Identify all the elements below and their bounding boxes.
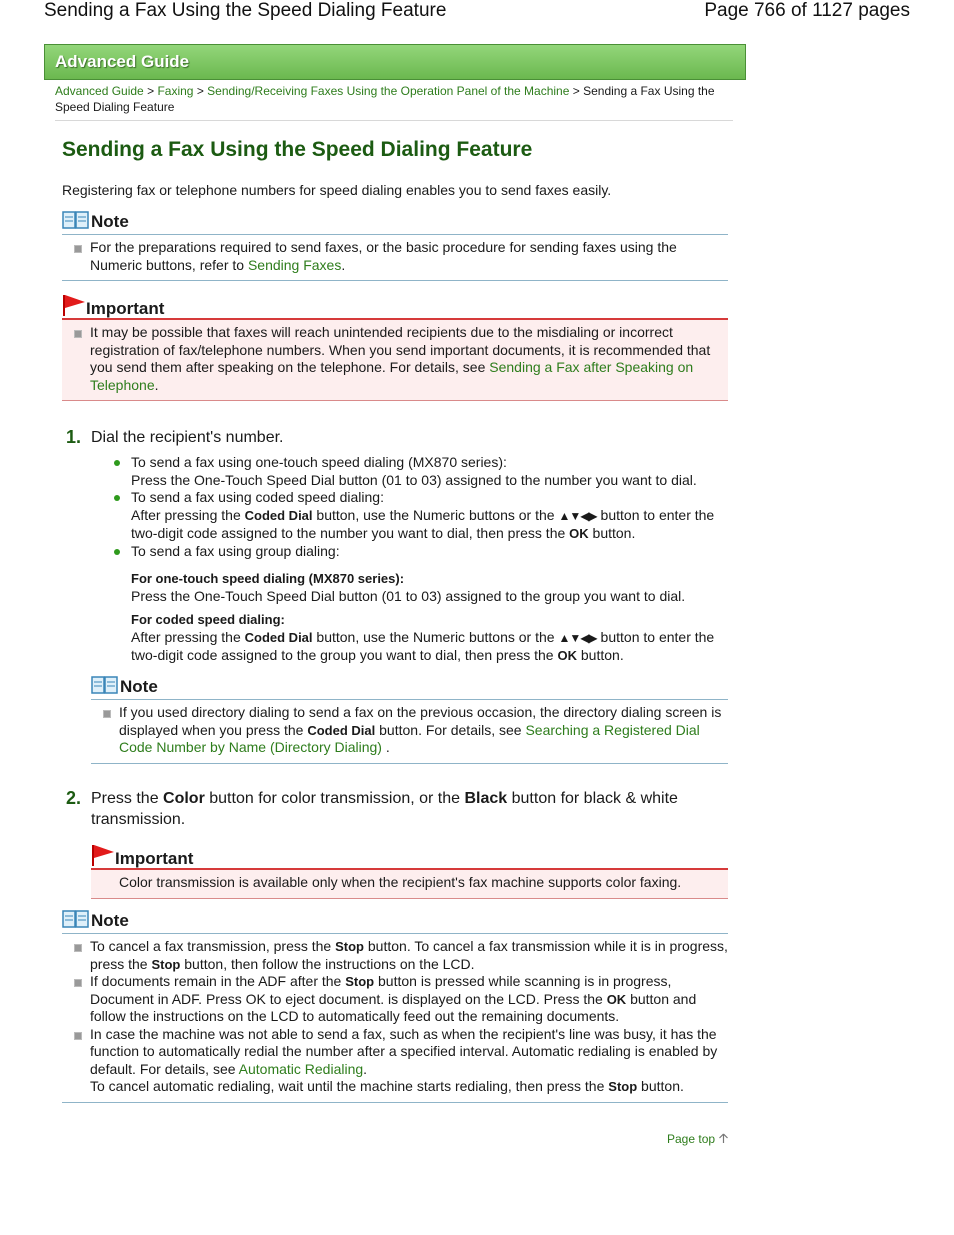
step-text: Dial the recipient's number. xyxy=(91,429,284,446)
note-item: If you used directory dialing to send a fax on the previous occasion, the directory dialing screen is displayed when you press the Coded Dial button. For details, see Searching a Registered Dial Code Number by Name (Directory Dialing) . xyxy=(91,704,728,757)
important-heading: Important xyxy=(62,294,728,320)
page-top-link[interactable]: Page top xyxy=(667,1132,729,1146)
note-item: If documents remain in the ADF after the Stop button is pressed while scanning is in progress, Document in ADF. Press OK to eject document. is displayed on the LCD. Press the OK button and follow the instructions on the LCD to automatically feed out the remaining documents. xyxy=(62,973,728,1026)
note-heading: Note xyxy=(62,210,728,235)
note-box xyxy=(62,909,728,1103)
page-header xyxy=(0,0,954,30)
breadcrumb-faxing[interactable]: Faxing xyxy=(157,84,194,98)
list-item: To send a fax using one-touch speed dialing (MX870 series): Press the One-Touch Speed Dial button (01 to 03) assigned to the number you want to dial. xyxy=(131,454,731,489)
book-icon xyxy=(62,909,89,929)
important-heading: Important xyxy=(91,844,728,870)
step-number: 1. xyxy=(66,427,82,447)
link-sending-after-speaking[interactable]: Sending a Fax after Speaking on Telephone xyxy=(90,359,694,393)
note-heading: Note xyxy=(62,909,728,934)
advanced-guide-banner xyxy=(44,44,746,80)
step-number: 2. xyxy=(66,788,82,808)
flag-icon xyxy=(62,294,86,316)
note-item: In case the machine was not able to send a fax, such as when the recipient's line was busy, it has the function to automatically redial the number after a specified interval. Automatic redialing is enabled by default. For details, see Automatic Redialing. To cancel automatic redialing, wait until the machine starts redialing, then press the Stop button. xyxy=(62,1026,728,1096)
page-title: Sending a Fax Using the Speed Dialing Feature xyxy=(62,138,533,161)
arrow-buttons-icon: ▲▼◀▶ xyxy=(558,508,597,523)
note-item: To cancel a fax transmission, press the Stop button. To cancel a fax transmission while it is in progress, press the Stop button, then follow the instructions on the LCD. xyxy=(62,938,728,973)
arrow-up-icon xyxy=(718,1133,729,1144)
book-icon xyxy=(62,210,89,230)
sub-section-one-touch: For one-touch speed dialing (MX870 series): Press the One-Touch Speed Dial button (01 to 03) assigned to the group you want to dial. xyxy=(131,571,686,604)
book-icon xyxy=(91,675,118,695)
sub-section-coded: For coded speed dialing: After pressing the Coded Dial button, use the Numeric buttons or the ▲▼◀▶ button to enter the two-digit code assigned to the group you want to dial, then press the OK button. xyxy=(131,612,715,663)
banner-label: Advanced Guide xyxy=(55,52,190,71)
link-directory-dialing[interactable]: Searching a Registered Dial Code Number by Name (Directory Dialing) xyxy=(119,721,700,755)
important-box xyxy=(62,294,728,401)
breadcrumb-sending-receiving[interactable]: Sending/Receiving Faxes Using the Operation Panel of the Machine xyxy=(207,84,570,98)
breadcrumb-advanced-guide[interactable]: Advanced Guide xyxy=(55,84,144,98)
list-item: To send a fax using coded speed dialing: After pressing the Coded Dial button, use the Numeric buttons or the ▲▼◀▶ button to enter the two-digit code assigned to the number you want to dial, then press the OK button. xyxy=(131,489,731,543)
link-sending-faxes[interactable]: Sending Faxes xyxy=(247,256,342,273)
breadcrumb-current: Sending a Fax Using the Speed Dialing Feature xyxy=(55,84,715,114)
important-box-nested xyxy=(91,844,728,899)
note-box-nested xyxy=(91,675,728,764)
important-item: Color transmission is available only when the recipient's fax machine supports color faxing. xyxy=(119,874,682,890)
note-box xyxy=(62,210,728,281)
note-heading: Note xyxy=(91,675,728,700)
document-title: Sending a Fax Using the Speed Dialing Feature xyxy=(44,0,447,21)
step-text: Press the Color button for color transmission, or the Black button for black & white transmission. xyxy=(91,790,678,828)
arrow-buttons-icon: ▲▼◀▶ xyxy=(558,630,597,645)
note-item: For the preparations required to send faxes, or the basic procedure for sending faxes using the Numeric buttons, refer to Sending Faxes. xyxy=(62,239,728,274)
link-automatic-redialing[interactable]: Automatic Redialing xyxy=(238,1060,364,1077)
important-item: It may be possible that faxes will reach unintended recipients due to the misdialing or incorrect registration of fax/telephone numbers. When you send important documents, it is recommended that you send them after speaking on the telephone. For details, see Sending a Fax after Speaking on Telephone. xyxy=(62,324,728,394)
breadcrumb: Advanced Guide > Faxing > Sending/Receiving Faxes Using the Operation Panel of the Machine > Sending a Fax Using the Speed Dialing Feature xyxy=(55,83,733,121)
list-item: To send a fax using group dialing: xyxy=(131,543,731,561)
page-count: Page 766 of 1127 pages xyxy=(704,0,910,21)
step1-bullets xyxy=(131,454,731,560)
intro-text: Registering fax or telephone numbers for speed dialing enables you to send faxes easily. xyxy=(62,182,612,198)
flag-icon xyxy=(91,844,115,866)
